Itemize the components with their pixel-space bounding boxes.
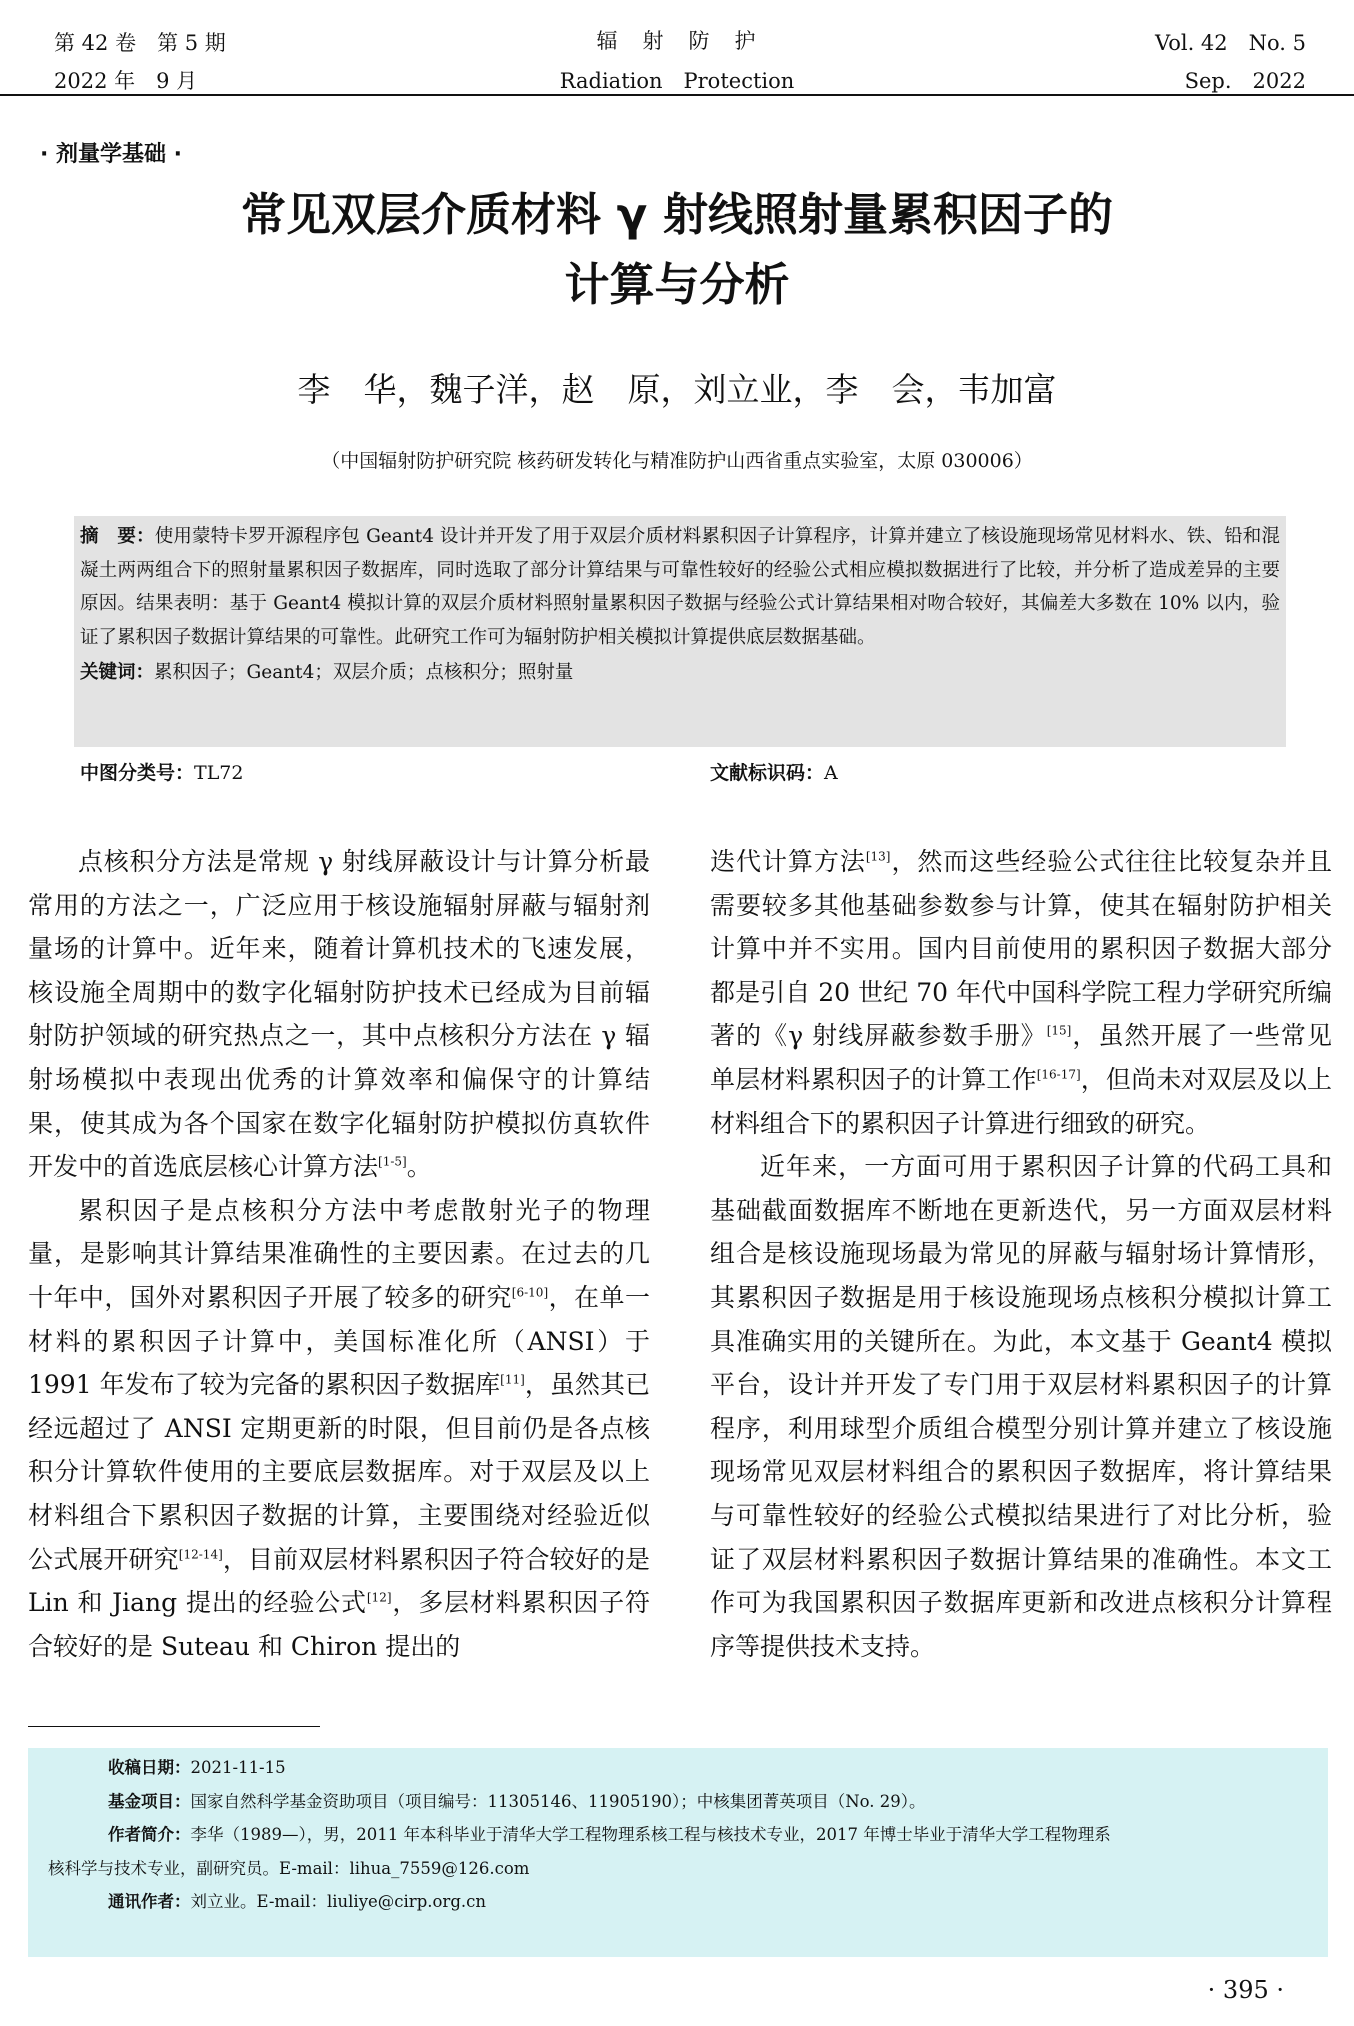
author-list: 李 华，魏子洋，赵 原，刘立业，李 会，韦加富 xyxy=(297,370,1057,409)
paragraph-text: ，但尚未对双层及以上材料组合下的累积因子计算进行细致的研究。 xyxy=(710,1064,1332,1138)
paper-title xyxy=(60,180,1294,320)
doc-value: A xyxy=(824,762,838,784)
paragraph-text: 累积因子是点核积分方法中考虑散射光子的物理量，是影响其计算结果准确性的主要因素。在过去的几十年中，国外对累积因子开展了较多的研究 xyxy=(28,1195,650,1312)
volume-issue-en: Vol. 42 No. 5 xyxy=(1154,31,1306,55)
title-line-2: 计算与分析 xyxy=(564,258,790,311)
clc-value: TL72 xyxy=(194,762,244,784)
year-month: 2022 年 9 月 xyxy=(54,69,198,93)
received-label: 收稿日期： xyxy=(108,1758,191,1777)
paragraph-text: ，然而这些经验公式往往比较复杂并且需要较多其他基础参数参与计算，使其在辐射防护相关计算中并不实用。国内目前使用的累积因子数据大部分都是引自 20 世纪 70 年代中国科学院工程力学研究所编著的《γ 射线屏蔽参数手册》 xyxy=(710,847,1332,1051)
paragraph-text: 迭代计算方法 xyxy=(710,847,866,876)
received-date xyxy=(48,1751,1308,1785)
body-column-left xyxy=(28,840,650,1668)
abstract-label: 摘 要： xyxy=(80,526,155,547)
paragraph xyxy=(28,1189,650,1669)
abstract-text: 使用蒙特卡罗开源程序包 Geant4 设计并开发了用于双层介质材料累积因子计算程序，计算并建立了核设施现场常见材料水、铁、铅和混凝土两两组合下的照射量累积因子数据库，同时选取了部分计算结果与可靠性较好的经验公式相应模拟数据进行了比较，并分析了造成差异的主要原因。结果表明：基于 Geant4 模拟计算的双层介质材料照射量累积因子数据与经验公式计算结果相对吻合较好，其偏差大多数在 10% 以内，验证了累积因子数据计算结果的可靠性。此研究工作可为辐射防护相关模拟计算提供底层数据基础。 xyxy=(80,526,1280,648)
paragraph-text: ，多层材料累积因子符合较好的是 Suteau 和 Chiron 提出的 xyxy=(28,1588,650,1661)
citation: [1-5] xyxy=(378,1154,407,1169)
citation: [6-10] xyxy=(511,1285,549,1300)
received-value: 2021-11-15 xyxy=(190,1758,286,1777)
keywords-text: 累积因子；Geant4；双层介质；点核积分；照射量 xyxy=(154,662,574,684)
abstract-box xyxy=(74,516,1286,747)
paragraph-text: ，虽然其已经远超过了 ANSI 定期更新的时限，但目前仍是各点核积分计算软件使用的主要底层数据库。对于双层及以上材料组合下累积因子数据的计算，主要围绕对经验近似公式展开研究 xyxy=(28,1370,650,1574)
corr-value: 刘立业。E-mail：liuliye@cirp.org.cn xyxy=(190,1892,486,1911)
abstract xyxy=(80,520,1280,654)
clc-number xyxy=(80,758,243,788)
paragraph-text: 近年来，一方面可用于累积因子计算的代码工具和基础截面数据库不断地在更新迭代，另一方面双层材料组合是核设施现场最为常见的屏蔽与辐射场计算情形，其累积因子数据是用于核设施现场点核积分模拟计算工具准确实用的关键所在。为此，本文基于 Geant4 模拟平台，设计并开发了专门用于双层材料累积因子的计算程序，利用球型介质组合模型分别计算并建立了核设施现场常见双层材料组合的累积因子数据库，将计算结果与可靠性较好的经验公式模拟结果进行了对比分析，验证了双层材料累积因子数据计算结果的准确性。本文工作可为我国累积因子数据库更新和改进点核积分计算程序等提供技术支持。 xyxy=(710,1152,1332,1661)
paragraph-text: 。 xyxy=(406,1152,432,1182)
date-en: Sep. 2022 xyxy=(1184,69,1306,93)
paragraph-text: ，在单一材料的累积因子计算中，美国标准化所（ANSI）于 1991 年发布了较为完备的累积因子数据库 xyxy=(28,1282,650,1400)
citation: [16-17] xyxy=(1036,1067,1081,1082)
author-bio-cont: 核科学与技术专业，副研究员。E-mail：lihua_7559@126.com xyxy=(48,1858,530,1878)
doc-label: 文献标识码： xyxy=(710,762,825,784)
paragraph-text: ，虽然开展了一些常见单层材料累积因子的计算工作 xyxy=(710,1021,1332,1094)
footnote-box xyxy=(28,1748,1328,1957)
keywords-label: 关键词： xyxy=(80,662,155,684)
corr-label: 通讯作者： xyxy=(108,1892,191,1911)
body-column-right xyxy=(710,840,1332,1668)
funding-label: 基金项目： xyxy=(108,1791,191,1811)
citation: [12] xyxy=(366,1590,392,1605)
page-number: · 395 · xyxy=(1207,1976,1284,2004)
title-line-1: 常见双层介质材料 γ 射线照射量累积因子的 xyxy=(241,188,1113,241)
citation: [15] xyxy=(1046,1024,1072,1039)
paragraph-text: ，目前双层材料累积因子符合较好的是 Lin 和 Jiang 提出的经验公式 xyxy=(28,1544,650,1618)
section-label: · 剂量学基础 · xyxy=(40,142,183,167)
footnote-rule xyxy=(28,1726,320,1727)
corresponding-author xyxy=(48,1885,1308,1919)
funding xyxy=(48,1785,1308,1819)
paragraph-text: 点核积分方法是常规 γ 射线屏蔽设计与计算分析最常用的方法之一，广泛应用于核设施辐射屏蔽与辐射剂量场的计算中。近年来，随着计算机技术的飞速发展，核设施全周期中的数字化辐射防护技术已经成为目前辐射防护领域的研究热点之一，其中点核积分方法在 γ 辐射场模拟中表现出优秀的计算效率和偏保守的计算结果，使其成为各个国家在数字化辐射防护模拟仿真软件开发中的首选底层核心计算方法 xyxy=(28,847,650,1182)
citation: [13] xyxy=(865,849,891,864)
citation: [12-14] xyxy=(178,1547,223,1562)
clc-label: 中图分类号： xyxy=(80,762,195,784)
bio-value: 李华（1989—），男，2011 年本科毕业于清华大学工程物理系核工程与核技术专业，2017 年博士毕业于清华大学工程物理系 xyxy=(190,1825,1111,1844)
header-rule xyxy=(0,94,1354,96)
affiliation: （中国辐射防护研究院 核药研发转化与精准防护山西省重点实验室，太原 030006） xyxy=(321,450,1033,472)
author-bio xyxy=(48,1818,1308,1852)
keywords xyxy=(80,656,1280,690)
paragraph xyxy=(710,1145,1332,1668)
citation: [11] xyxy=(500,1372,525,1387)
paragraph xyxy=(28,840,650,1189)
funding-value: 国家自然科学基金资助项目（项目编号：11305146、11905190）；中核集团菁英项目（No. 29）。 xyxy=(190,1791,926,1811)
paragraph xyxy=(710,840,1332,1145)
journal-name-cn: 辐 射 防 护 xyxy=(596,29,758,53)
document-code xyxy=(710,758,838,788)
journal-name-en: Radiation Protection xyxy=(559,69,795,93)
volume-issue: 第 42 卷 第 5 期 xyxy=(54,31,226,55)
bio-label: 作者简介： xyxy=(108,1825,191,1844)
